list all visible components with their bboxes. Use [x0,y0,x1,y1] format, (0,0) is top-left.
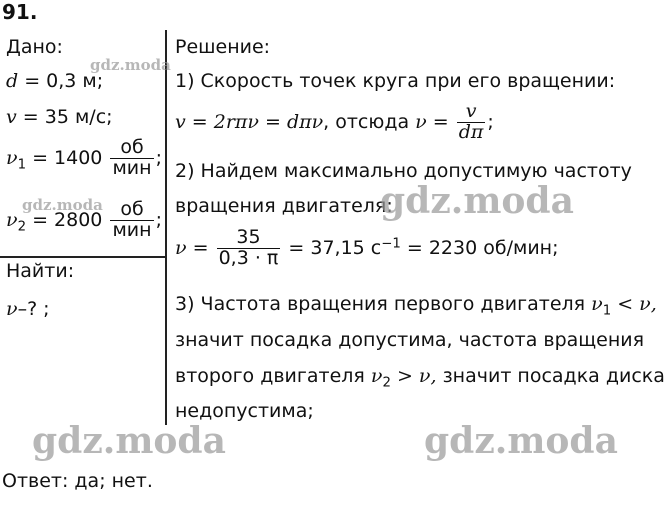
find-rest: –? ; [17,298,50,320]
step2-lhs: ν = [175,236,215,259]
step2-frac-top: 35 [236,226,261,248]
watermark-small-2: gdz.moda [22,196,103,214]
given-d-var: d [6,70,19,92]
find-item [6,298,50,320]
table-vertical-divider [165,30,167,425]
find-heading: Найти: [6,260,75,282]
given-v2-frac-bot: мин [112,218,152,241]
watermark-large-2: gdz.moda [32,420,226,462]
given-v2-var: ν [6,208,18,231]
given-v1-frac-top: об [120,136,144,158]
given-v2-fraction [110,200,153,241]
given-v-var: v [6,106,17,128]
step3-c-cmp: > ν, [390,365,437,387]
watermark-small-1: gdz.moda [90,56,171,74]
given-v-value: = 35 м/с; [22,106,113,128]
given-v1 [6,138,162,179]
given-v1-sub: 1 [17,157,27,173]
watermark-large-1: gdz.moda [380,180,574,222]
table-horizontal-divider [0,256,166,258]
step3-line-d: недопустима; [175,400,314,422]
given-v1-end: ; [155,146,162,169]
step1-formula [175,102,494,143]
given-v2-frac-top: об [120,198,144,220]
step2-exp: −1 [381,236,401,252]
given-v [6,106,113,128]
step1-mid: , отсюда [323,110,416,133]
step1-end: ; [487,110,494,133]
given-v1-frac-bot: мин [112,156,152,179]
step3-a-sub: 1 [602,303,612,319]
given-heading: Дано: [6,36,63,58]
step1-frac-bot: dπ [458,120,484,143]
given-d [6,70,103,92]
step3-c-tail: значит посадка диска [436,365,665,387]
given-v1-var: ν [6,146,18,169]
given-v2-end: ; [155,208,162,231]
step3-line-c [175,365,665,391]
watermark-large-3: gdz.moda [424,420,618,462]
step3-line-a [175,293,657,319]
given-v1-value: = 1400 [32,146,103,169]
answer-line: Ответ: да; нет. [2,470,153,492]
find-var: ν [6,298,18,320]
given-d-value: = 0,3 м; [24,70,104,92]
given-v1-fraction [110,138,153,179]
step1-fraction [457,102,486,143]
problem-number: 91. [2,0,38,24]
step3-a-text: 3) Частота вращения первого двигателя [175,293,592,315]
given-v2-value: = 2800 [32,208,103,231]
step2-rest: = 37,15 с [288,236,382,259]
step1-var: ν = [415,110,455,133]
step3-a-math: ν [591,293,603,315]
step3-c-text: второго двигателя [175,365,371,387]
step1-lhs: v = 2rπν = dπν [175,110,324,133]
given-v2-sub: 2 [17,219,27,235]
step3-a-cmp: < ν, [611,293,657,315]
step1-text: 1) Скорость точек круга при его вращении: [175,70,616,92]
step3-line-b: значит посадка допустима, частота вращения [175,329,645,351]
step2-fraction [217,228,281,269]
step2-text-b: вращения двигателя: [175,195,393,217]
step1-frac-top: v [465,100,477,122]
step2-formula [175,228,558,269]
step2-text-a: 2) Найдем максимально допустимую частоту [175,160,632,182]
step3-c-math: ν [370,365,383,387]
step2-tail: = 2230 об/мин; [400,236,559,259]
solution-heading: Решение: [175,36,271,58]
step2-frac-bot: 0,3 · π [218,246,279,269]
step3-c-sub: 2 [382,375,391,391]
